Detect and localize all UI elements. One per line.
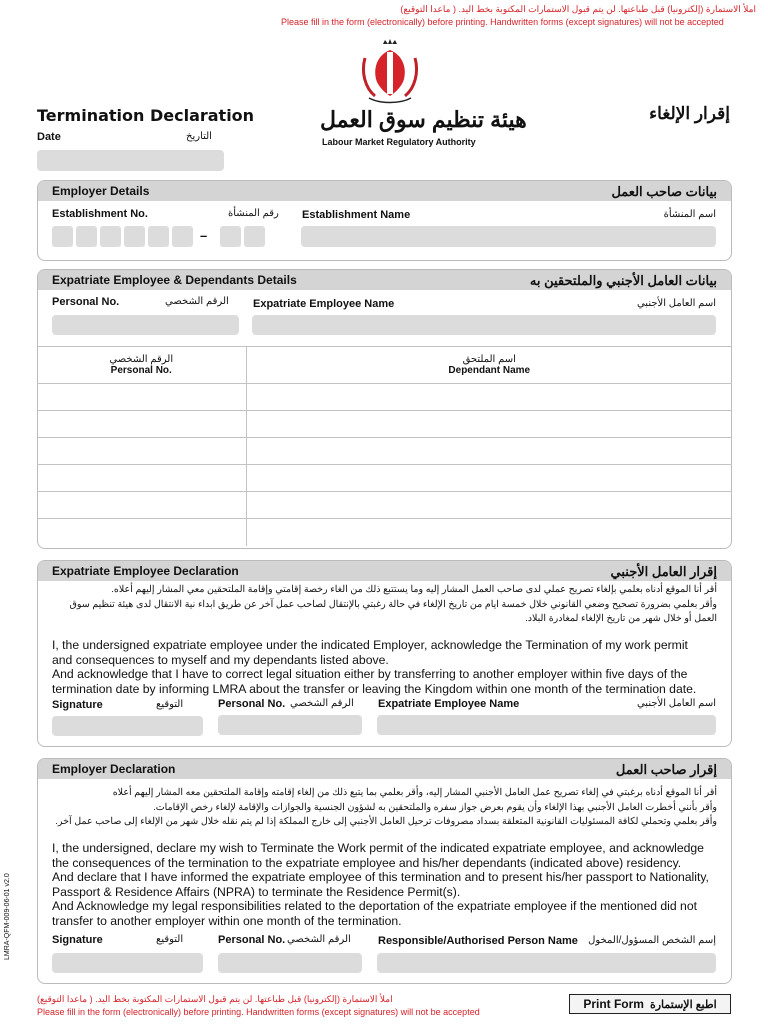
employee-name-label: Expatriate Employee Name xyxy=(253,298,395,310)
signature-label-ar: التوقيع xyxy=(156,699,184,710)
employee-name-label-ar: اسم العامل الأجنبي xyxy=(636,298,716,309)
notice-ar: املأ الاستمارة (إلكترونيا) قبل طباعتها. لن يتم قبول الاستمارات المكتوبة بخط اليد. ( ماعدا التوقيع) xyxy=(400,4,756,14)
responsible-name-field[interactable] xyxy=(377,953,716,973)
employee-personal-no-field[interactable] xyxy=(218,715,362,735)
section-header xyxy=(38,270,731,290)
section-title-ar: إقرار العامل الأجنبي xyxy=(610,564,717,579)
bahrain-emblem-icon xyxy=(355,38,425,108)
cell-personal-no[interactable] xyxy=(37,492,246,519)
page-title-ar: إقرار الإلغاء xyxy=(649,104,730,123)
employer-declaration-text-ar: أقر أنا الموقع أدناه برغبتي في إلغاء تصريح عمل العامل الأجنبي المشار إليه، وأقر بعلمي بما يتبع ذلك من إلغاء إقامته وإقامة الملتحقين معه المشار إليهم أعلاه وأقر بأنني أخطرت العامل الأجنبي بهذا الإلغاء وأن يقوم بعرض جواز سفره والملتحقين به لشؤون الجنسية والجوازات والإقامة لإلغاء رخص الإقامات. وأقر بعلمي وتحملي لكافة المسئوليات القانونية المتعلقة بسداد مصروفات ترحيل العامل الأجنبي إلى خارج المملكة إذا لم يتم نقله خلال شهر من الإلغاء إلى صاحب عمل آخر. xyxy=(55,787,717,827)
establishment-no-digit[interactable] xyxy=(124,226,145,247)
cell-personal-no[interactable] xyxy=(37,384,246,411)
establishment-name-label-ar: اسم المنشأة xyxy=(663,209,716,220)
section-title-ar: إقرار صاحب العمل xyxy=(615,762,717,777)
establishment-no-digit[interactable] xyxy=(220,226,241,247)
employee-name-label: Expatriate Employee Name xyxy=(378,698,520,710)
cell-personal-no[interactable] xyxy=(37,465,246,492)
table-row xyxy=(37,411,732,438)
employee-declaration-text-en: I, the undersigned expatriate employee under the indicated Employer, acknowledge the Termination of my work permit and consequences to myself and my dependants listed above. And acknowledge that I have to correct legal situation either by transferring to another employer within five days of the termination date by informing LMRA about the transfer or leaving the Kingdom within one month of the termination date. xyxy=(52,638,697,696)
cell-personal-no[interactable] xyxy=(37,411,246,438)
establishment-name-label: Establishment Name xyxy=(302,209,411,221)
table-row xyxy=(37,384,732,411)
table-row xyxy=(37,519,732,546)
table-header-row xyxy=(37,347,732,384)
date-label-ar: التاريخ xyxy=(186,131,212,142)
employee-declaration-name-field[interactable] xyxy=(377,715,716,735)
employee-name-label-ar: اسم العامل الأجنبي xyxy=(636,698,716,709)
establishment-no-separator: – xyxy=(200,228,208,243)
cell-dependant-name[interactable] xyxy=(246,384,732,411)
employee-name-field[interactable] xyxy=(252,315,716,335)
employer-signature-field[interactable] xyxy=(52,953,203,973)
table-row xyxy=(37,465,732,492)
cell-dependant-name[interactable] xyxy=(246,465,732,492)
section-title-en: Employer Details xyxy=(52,184,150,198)
table-row xyxy=(37,438,732,465)
col-header-en: Personal No. xyxy=(110,365,172,376)
col-header-personal-no xyxy=(37,347,246,384)
print-form-label-ar: اطبع الإستمارة xyxy=(649,998,717,1011)
table-row xyxy=(37,492,732,519)
establishment-no-label: Establishment No. xyxy=(52,208,148,220)
page-title-en: Termination Declaration xyxy=(37,106,255,125)
personal-no-label: Personal No. xyxy=(218,698,286,710)
establishment-no-label-ar: رقم المنشأة xyxy=(228,208,279,219)
responsible-name-label: Responsible/Authorised Person Name xyxy=(378,935,578,947)
notice-en: Please fill in the form (electronically) before printing. Handwritten forms (except signatures) will not be accepted xyxy=(281,17,724,27)
section-title-ar: بيانات صاحب العمل xyxy=(611,184,717,199)
dependants-table xyxy=(37,346,732,546)
personal-no-label-ar: الرقم الشخصي xyxy=(287,934,351,945)
col-header-ar: الرقم الشخصي xyxy=(109,354,174,365)
personal-no-label: Personal No. xyxy=(52,296,120,308)
section-header xyxy=(38,181,731,201)
form-code: LMRA-QFM-009-06-01 v2.0 xyxy=(4,873,11,960)
cell-dependant-name[interactable] xyxy=(246,438,732,465)
personal-no-label-ar: الرقم الشخصي xyxy=(290,698,354,709)
cell-dependant-name[interactable] xyxy=(246,492,732,519)
personal-no-field[interactable] xyxy=(52,315,239,335)
responsible-name-label-ar: إسم الشخص المسؤول/المخول xyxy=(588,935,716,946)
section-title-en: Expatriate Employee Declaration xyxy=(52,564,239,578)
notice-ar-bottom: املأ الاستمارة (إلكترونيا) قبل طباعتها. لن يتم قبول الاستمارات المكتوبة بخط اليد. ( ماعدا التوقيع) xyxy=(37,994,393,1004)
signature-label: Signature xyxy=(52,934,103,946)
cell-personal-no[interactable] xyxy=(37,438,246,465)
print-form-button[interactable] xyxy=(569,994,731,1014)
establishment-no-digit[interactable] xyxy=(76,226,97,247)
establishment-no-digit[interactable] xyxy=(148,226,169,247)
cell-personal-no[interactable] xyxy=(37,519,246,546)
employee-declaration-text-ar: أقر أنا الموقع أدناه بعلمي بإلغاء تصريح عملي لدى صاحب العمل المشار إليه وما يستتبع ذلك من الغاء رخصة إقامتي وإقامة الملتحقين معي المشار إليهم أعلاه. وأقر بعلمي بضرورة تصحيح وضعي القانوني خلال خمسة ايام من تاريخ الإلغاء في حالة رغبتي بالإنتقال لصاحب عمل آخر عن طريق ابداء نية الانتقال لدى هيئة تنظيم سوق العمل أو خلال شهر من تاريخ الإلغاء لمغادرة البلاد. xyxy=(69,584,717,624)
establishment-no-digit[interactable] xyxy=(52,226,73,247)
date-label: Date xyxy=(37,131,61,143)
employer-declaration-text-en: I, the undersigned, declare my wish to Terminate the Work permit of the indicated expatriate employee, and acknowledge the consequences of the termination to the expatriate employee and his/her dependants (indicated above) residency. And declare that I have informed the expatriate employee of this termination and to present his/her passport to Nationality, Passport & Residence Affairs (NPRA) to terminate the Residence Permit(s). And Acknowledge my legal responsibilities related to the deportation of the expatriate employee if the mentioned did not transfer to another employer within one month of the termination. xyxy=(52,841,709,928)
employee-signature-field[interactable] xyxy=(52,716,203,736)
employer-personal-no-field[interactable] xyxy=(218,953,362,973)
section-title-en: Expatriate Employee & Dependants Details xyxy=(52,273,297,287)
establishment-name-field[interactable] xyxy=(301,226,716,247)
lmra-logo-ar: هيئة تنظيم سوق العمل xyxy=(320,107,527,132)
section-header xyxy=(38,561,731,581)
cell-dependant-name[interactable] xyxy=(246,519,732,546)
section-header xyxy=(38,759,731,779)
personal-no-label: Personal No. xyxy=(218,934,286,946)
col-header-ar: اسم الملتحق xyxy=(462,354,516,365)
col-header-dependant-name xyxy=(246,347,732,384)
establishment-no-digit[interactable] xyxy=(100,226,121,247)
personal-no-label-ar: الرقم الشخصي xyxy=(165,296,229,307)
signature-label: Signature xyxy=(52,699,103,711)
section-title-ar: بيانات العامل الأجنبي والملتحقين به xyxy=(529,273,717,288)
section-title-en: Employer Declaration xyxy=(52,762,176,776)
establishment-no-digit[interactable] xyxy=(244,226,265,247)
establishment-no-digit[interactable] xyxy=(172,226,193,247)
date-field[interactable] xyxy=(37,150,224,171)
notice-en-bottom: Please fill in the form (electronically) before printing. Handwritten forms (except signatures) will not be accepted xyxy=(37,1007,480,1017)
lmra-logo-en: Labour Market Regulatory Authority xyxy=(322,137,476,147)
signature-label-ar: التوقيع xyxy=(156,934,184,945)
cell-dependant-name[interactable] xyxy=(246,411,732,438)
print-form-label: Print Form xyxy=(583,997,644,1011)
col-header-en: Dependant Name xyxy=(448,365,531,376)
